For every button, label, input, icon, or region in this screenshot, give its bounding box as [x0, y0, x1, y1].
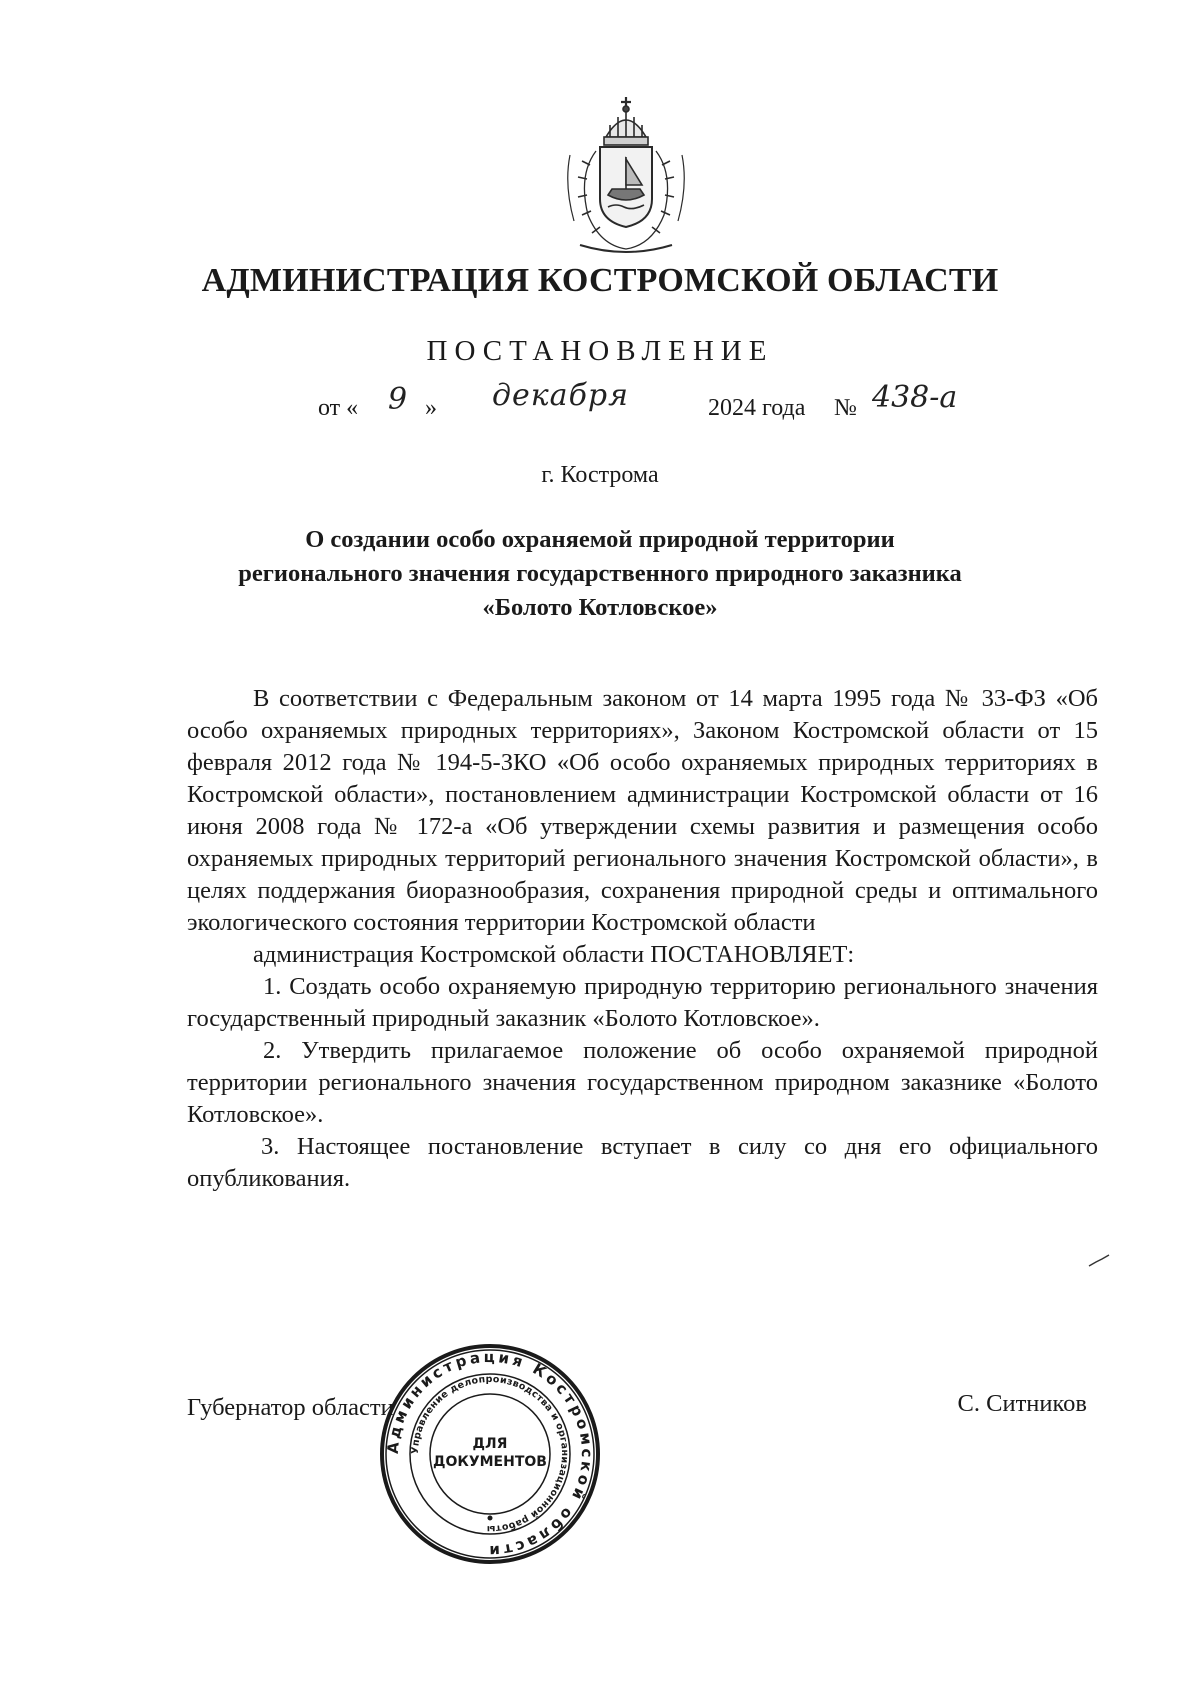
- stamp-center-line-1: ДЛЯ: [472, 1436, 508, 1452]
- number-label: №: [834, 395, 857, 421]
- signatory-name: С. Ситников: [957, 1390, 1087, 1417]
- document-subject: [150, 523, 1050, 625]
- document-body: [187, 683, 1098, 1195]
- date-day-handwritten: 9: [388, 382, 408, 417]
- coat-of-arms-emblem: [560, 95, 692, 257]
- stamp-ring-text: Администрация Костромской области: [383, 1347, 597, 1561]
- subject-line-2: регионального значения государственного природного заказника: [238, 560, 962, 587]
- document-number-handwritten: 438-а: [872, 380, 958, 415]
- subject-line-3: «Болото Котловское»: [482, 594, 718, 621]
- city-line: г. Кострома: [541, 462, 659, 488]
- stamp-seal-icon: [378, 1342, 602, 1566]
- date-day-close: »: [425, 395, 437, 421]
- preamble-paragraph: В соответствии с Федеральным законом от 14 марта 1995 года № 33-ФЗ «Об особо охраняемых природных территориях», Законом Костромской области от 15 февраля 2012 года № 194-5-ЗКО «Об особо охраняемых природных территориях в Костромской области», постановлением администрации Костромской области от 16 июня 2008 года № 172-а «Об утверждении схемы развития и размещения особо охраняемых природных территорий регионального значения Костромской области», в целях поддержания биоразнообразия, сохранения природной среды и оптимального экологического состояния территории Костромской области: [187, 685, 1098, 936]
- resolution-item-2: 2. Утвердить прилагаемое положение об особо охраняемой природной территории регионального значения государственном природном заказнике «Болото Котловское».: [187, 1037, 1098, 1128]
- kostroma-coat-of-arms-icon: [560, 95, 692, 257]
- resolves-paragraph: администрация Костромской области ПОСТАНОВЛЯЕТ:: [253, 941, 855, 968]
- official-stamp: [378, 1342, 602, 1566]
- date-from-label: от «: [318, 395, 359, 421]
- organization-title: АДМИНИСТРАЦИЯ КОСТРОМСКОЙ ОБЛАСТИ: [201, 262, 999, 299]
- resolution-item-1: 1. Создать особо охраняемую природную территорию регионального значения государственный природный заказник «Болото Котловское».: [187, 973, 1098, 1032]
- signatory-position: Губернатор области: [187, 1394, 394, 1421]
- date-year: 2024 года: [708, 395, 806, 421]
- resolution-item-3: 3. Настоящее постановление вступает в силу со дня его официального опубликования.: [187, 1133, 1098, 1192]
- stamp-center-line-2: ДОКУМЕНТОВ: [433, 1454, 547, 1470]
- pen-mark-icon: [1088, 1254, 1110, 1268]
- date-month-handwritten: декабря: [492, 378, 629, 413]
- subject-line-1: О создании особо охраняемой природной территории: [305, 526, 895, 553]
- stamp-inner-ring-text: Управление делопроизводства и организационной работы: [409, 1373, 571, 1535]
- document-type: ПОСТАНОВЛЕНИЕ: [426, 335, 774, 367]
